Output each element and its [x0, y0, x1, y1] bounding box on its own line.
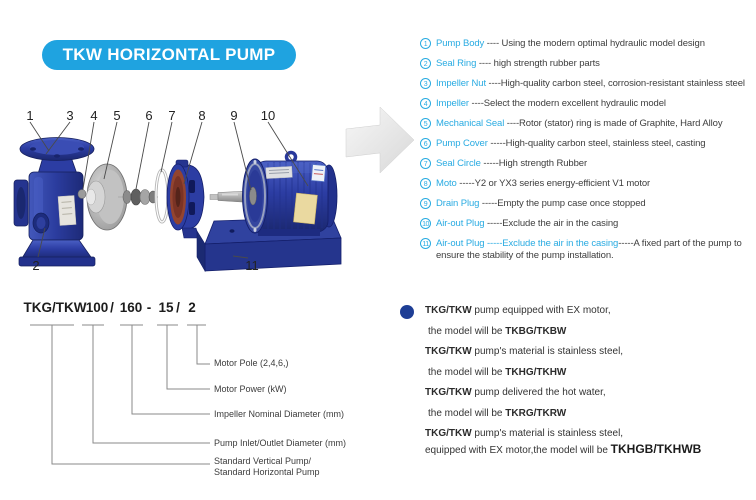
item-number-badge: 3 [420, 78, 431, 89]
item-number-badge: 10 [420, 218, 431, 229]
part-description: ----High-quality carbon steel, corrosion-resistant stainless steel [486, 78, 745, 89]
parts-list-item [420, 78, 756, 90]
part-callout-5: 5 [113, 108, 121, 123]
pump-body-part [14, 138, 95, 267]
parts-list-item [420, 118, 756, 130]
flow-arrow-icon [346, 107, 414, 173]
part-callout-3: 3 [66, 108, 74, 123]
parts-list-item [420, 158, 756, 170]
pump-exploded-diagram [0, 0, 420, 300]
part-callout-2: 2 [32, 258, 40, 273]
part-callout-10: 10 [260, 108, 276, 123]
label-standard-line2: Standard Horizontal Pump [214, 467, 320, 477]
item-number-badge: 7 [420, 158, 431, 169]
part-name: Pump Cover [436, 138, 488, 149]
parts-list [420, 38, 756, 270]
model-segment-inlet: 100 [85, 300, 109, 315]
part-description: ---- high strength rubber parts [476, 58, 600, 69]
item-number-badge: 6 [420, 138, 431, 149]
part-callout-11: 11 [245, 258, 259, 273]
model-segment-dash: - [146, 300, 152, 315]
parts-list-item [420, 138, 756, 150]
item-number-badge: 4 [420, 98, 431, 109]
item-number-badge: 2 [420, 58, 431, 69]
motor-part [243, 153, 338, 237]
bullet-icon [400, 305, 414, 319]
part-description: -----Empty the pump case once stopped [479, 198, 646, 209]
item-number-badge: 1 [420, 38, 431, 49]
note-line: TKG/TKW pump equipped with EX motor, [425, 305, 611, 316]
part-callout-9: 9 [230, 108, 238, 123]
parts-list-item [420, 218, 756, 230]
part-name: Impeller Nut [436, 78, 487, 89]
part-name: Pump Body [436, 38, 485, 49]
impeller-nut-part [78, 190, 86, 199]
part-description: -----High strength Rubber [480, 158, 588, 169]
note-line: TKG/TKW pump's material is stainless steel, [425, 428, 624, 439]
part-name: Drain Plug [436, 198, 480, 209]
note-line: TKG/TKW pump delivered the hot water, [425, 387, 606, 398]
part-name: Air-out Plug [436, 218, 485, 229]
note-line: the model will be TKRG/TKRW [428, 408, 567, 419]
parts-list-item [420, 238, 756, 262]
model-segment-series: TKG/TKW [23, 300, 87, 315]
part-callout-6: 6 [145, 108, 153, 123]
label-motor-pole: Motor Pole (2,4,6,) [214, 358, 289, 368]
item-number-badge: 9 [420, 198, 431, 209]
part-description: ----Select the modern excellent hydraulic model [469, 98, 666, 109]
parts-list-item [420, 58, 756, 70]
part-callout-8: 8 [198, 108, 206, 123]
part-callout-4: 4 [90, 108, 98, 123]
model-segment-pole: 2 [188, 300, 196, 315]
part-callout-7: 7 [168, 108, 176, 123]
seal-circle-part [156, 170, 168, 222]
parts-list-item [420, 38, 756, 50]
model-segment-slash: / [110, 300, 114, 315]
note-line: the model will be TKHG/TKHW [428, 367, 567, 378]
model-segment-slash2: / [176, 300, 180, 315]
part-description: ----Rotor (stator) ring is made of Graphite, Hard Alloy [504, 118, 723, 129]
parts-list-item [420, 178, 756, 190]
part-description: -----High-quality carbon steel, stainless steel, casting [487, 138, 706, 149]
note-line: the model will be TKBG/TKBW [428, 326, 567, 337]
page-title: TKW HORIZONTAL PUMP [62, 45, 276, 64]
part-name: Seal Ring [436, 58, 477, 69]
part-name: Air-out Plug -----Exclude the air in the casing [436, 238, 619, 249]
label-inlet-outlet: Pump Inlet/Outlet Diameter (mm) [214, 438, 347, 448]
part-name: Impeller [436, 98, 469, 109]
part-name: Mechanical Seal [436, 118, 505, 129]
part-callout-1: 1 [26, 108, 34, 123]
label-motor-power: Motor Power (kW) [214, 384, 287, 394]
part-name: Seal Circle [436, 158, 481, 169]
part-description: -----Y2 or YX3 series energy-efficient V1 motor [456, 178, 651, 189]
item-number-badge: 5 [420, 118, 431, 129]
item-number-badge: 11 [420, 238, 431, 249]
parts-list-item [420, 198, 756, 210]
part-description: ---- Using the modern optimal hydraulic model design [484, 38, 705, 49]
model-code-connector-lines [18, 318, 358, 478]
model-segment-impeller: 160 [119, 300, 143, 315]
note-line: TKG/TKW pump's material is stainless steel, [425, 346, 624, 357]
part-description: -----A fixed part of the pump to ensure the stability of the pump installation. [436, 238, 742, 261]
label-impeller-diameter: Impeller Nominal Diameter (mm) [214, 409, 345, 419]
part-name: Moto [436, 178, 457, 189]
note-line: equipped with EX motor,the model will be TKHGB/TKHWB [425, 442, 702, 456]
item-number-badge: 8 [420, 178, 431, 189]
part-description: -----Exclude the air in the casing [484, 218, 619, 229]
model-segment-power: 15 [158, 300, 174, 315]
pump-cover-part [167, 160, 204, 238]
parts-list-item [420, 98, 756, 110]
label-standard-line1: Standard Vertical Pump/ [214, 456, 312, 466]
